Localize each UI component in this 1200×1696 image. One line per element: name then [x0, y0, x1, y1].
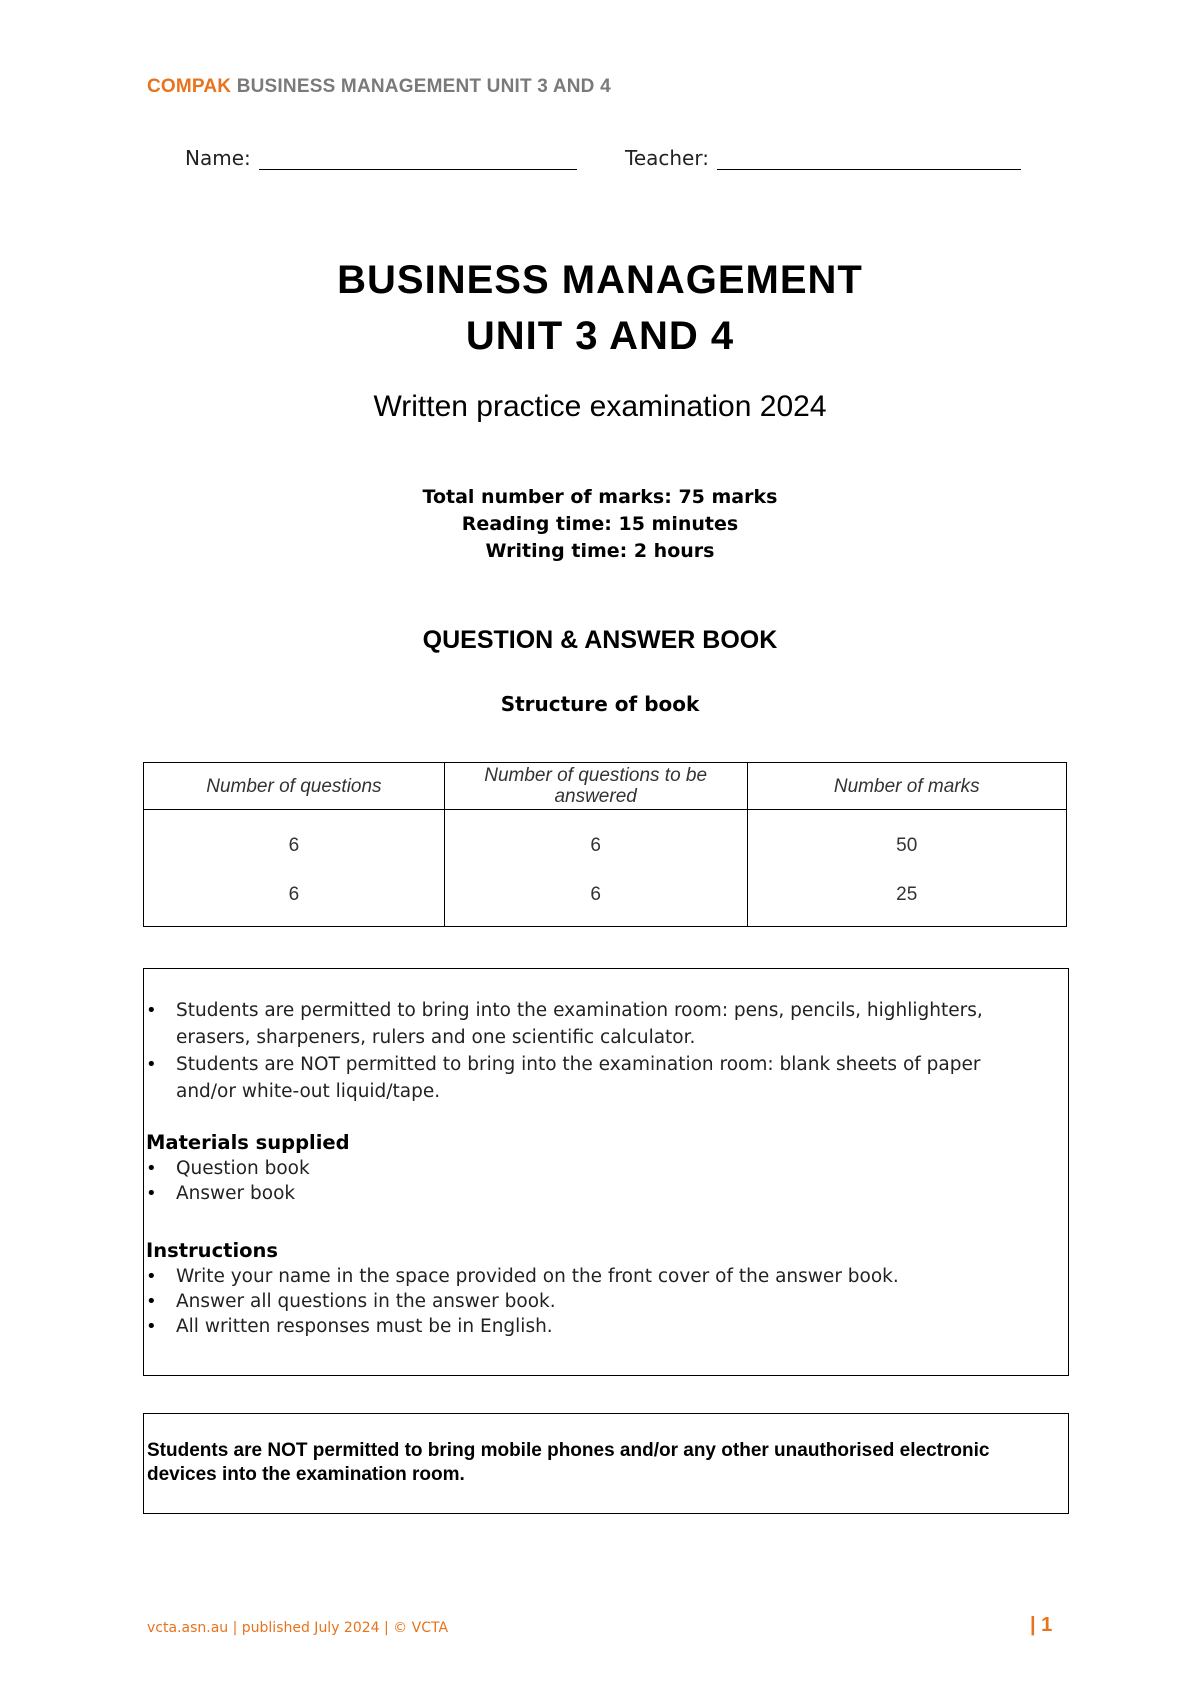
table-cell: 6	[444, 870, 747, 927]
teacher-label: Teacher:	[625, 146, 709, 170]
structure-table	[143, 762, 1067, 927]
materials-list	[146, 1156, 1046, 1206]
instructions-section	[146, 1237, 1046, 1339]
document-header	[147, 76, 611, 98]
teacher-field[interactable]	[625, 146, 1021, 170]
exam-subtitle: Written practice examination 2024	[373, 390, 827, 423]
instructions-heading: Instructions	[146, 1239, 279, 1262]
reading-time: Reading time: 15 minutes	[461, 513, 739, 535]
list-item: • Students are permitted to bring into the examination room: pens, pencils, highlighters, erasers, sharpeners, rulers and one scientific calculator.	[146, 997, 1046, 1051]
name-line[interactable]	[259, 149, 577, 170]
name-field[interactable]	[185, 146, 577, 170]
table-cell: 25	[747, 870, 1067, 927]
warning-text: Students are NOT permitted to bring mobile phones and/or any other unauthorised electronic devices into the examination room.	[147, 1440, 990, 1485]
rules-box	[143, 968, 1069, 1376]
table-row	[144, 870, 1067, 927]
title-line-2: UNIT 3 AND 4	[465, 314, 735, 358]
table-header: Number of marks	[747, 763, 1067, 810]
instructions-list	[146, 1264, 1046, 1339]
list-item: • Write your name in the space provided on the front cover of the answer book.	[146, 1264, 1046, 1289]
title-line-1: BUSINESS MANAGEMENT	[337, 258, 863, 302]
total-marks: Total number of marks: 75 marks	[422, 486, 778, 508]
list-item: • Students are NOT permitted to bring into the examination room: blank sheets of paper and/or white-out liquid/tape.	[146, 1051, 1046, 1105]
exam-meta	[0, 484, 1200, 565]
materials-section	[146, 1129, 1046, 1206]
footer-text: vcta.asn.au | published July 2024 | © VCTA	[147, 1620, 449, 1636]
book-heading: QUESTION & ANSWER BOOK	[422, 626, 778, 654]
header-brand: COMPAK	[147, 76, 232, 97]
table-row	[144, 810, 1067, 871]
list-item: • Answer book	[146, 1181, 1046, 1206]
table-cell: 6	[144, 870, 445, 927]
table-cell: 6	[444, 810, 747, 871]
table-cell: 50	[747, 810, 1067, 871]
page-number: | 1	[1030, 1614, 1053, 1636]
warning-box	[143, 1413, 1069, 1514]
permitted-list	[146, 997, 1046, 1105]
writing-time: Writing time: 2 hours	[485, 540, 715, 562]
table-header-row	[144, 763, 1067, 810]
table-header: Number of questions	[144, 763, 445, 810]
structure-heading: Structure of book	[500, 692, 700, 716]
header-title: BUSINESS MANAGEMENT UNIT 3 AND 4	[236, 76, 611, 97]
materials-heading: Materials supplied	[146, 1131, 350, 1154]
table-cell: 6	[144, 810, 445, 871]
list-item: • All written responses must be in English.	[146, 1314, 1046, 1339]
table-header: Number of questions to be answered	[444, 763, 747, 810]
list-item: • Answer all questions in the answer book.	[146, 1289, 1046, 1314]
name-label: Name:	[185, 146, 251, 170]
teacher-line[interactable]	[717, 149, 1021, 170]
list-item: • Question book	[146, 1156, 1046, 1181]
